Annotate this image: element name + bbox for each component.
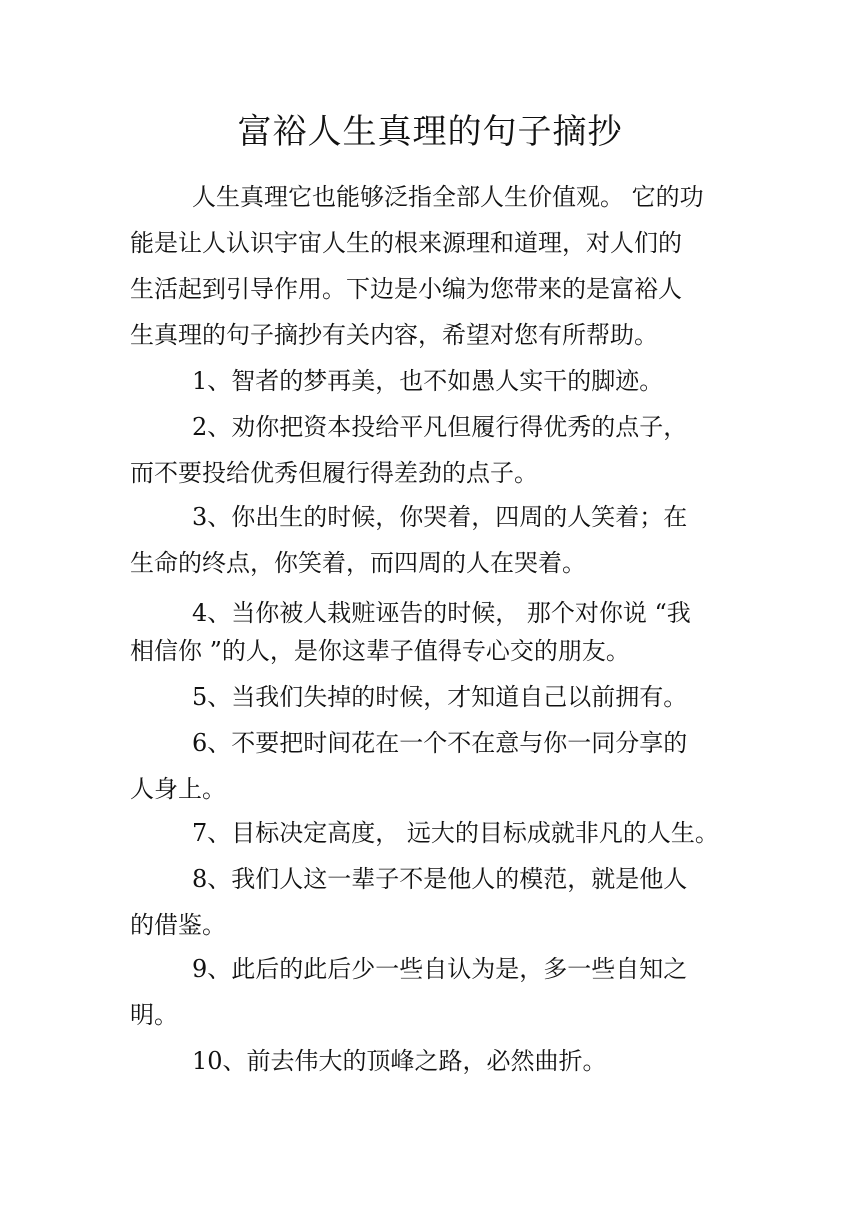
intro-line-2: 能是让人认识宇宙人生的根来源理和道理，对人们的: [130, 229, 682, 257]
list-item-9-line-2: 明。: [130, 1001, 178, 1029]
list-item-4-line-2: 相信你 ”的人，是你这辈子值得专心交的朋友。: [130, 637, 630, 665]
list-item-1: 1、智者的梦再美，也不如愚人实干的脚迹。: [192, 367, 664, 395]
intro-line-3: 生活起到引导作用。下边是小编为您带来的是富裕人: [130, 275, 682, 303]
list-item-8-line-1: 8、我们人这一辈子不是他人的模范，就是他人: [192, 865, 688, 893]
list-item-8-line-2: 的借鉴。: [130, 911, 226, 939]
list-item-9-line-1: 9、此后的此后少一些自认为是，多一些自知之: [192, 955, 688, 983]
list-item-6-line-1: 6、不要把时间花在一个不在意与你一同分享的: [192, 729, 688, 757]
list-item-2-line-2: 而不要投给优秀但履行得差劲的点子。: [130, 459, 538, 487]
intro-line-4: 生真理的句子摘抄有关内容，希望对您有所帮助。: [130, 321, 658, 349]
list-item-3-line-2: 生命的终点，你笑着，而四周的人在哭着。: [130, 549, 586, 577]
intro-line-1: 人生真理它也能够泛指全部人生价值观。 它的功: [192, 183, 704, 211]
document-title: 富裕人生真理的句子摘抄: [237, 112, 623, 152]
list-item-5: 5、当我们失掉的时候，才知道自己以前拥有。: [192, 683, 688, 711]
list-item-7: 7、目标决定高度， 远大的目标成就非凡的人生。: [192, 819, 719, 847]
list-item-3-line-1: 3、你出生的时候，你哭着，四周的人笑着；在: [192, 503, 688, 531]
list-item-2-line-1: 2、劝你把资本投给平凡但履行得优秀的点子，: [192, 413, 688, 441]
list-item-4-line-1: 4、当你被人栽赃诬告的时候， 那个对你说 “我: [192, 599, 691, 627]
list-item-10: 10、前去伟大的顶峰之路，必然曲折。: [192, 1047, 607, 1075]
list-item-6-line-2: 人身上。: [130, 775, 226, 803]
